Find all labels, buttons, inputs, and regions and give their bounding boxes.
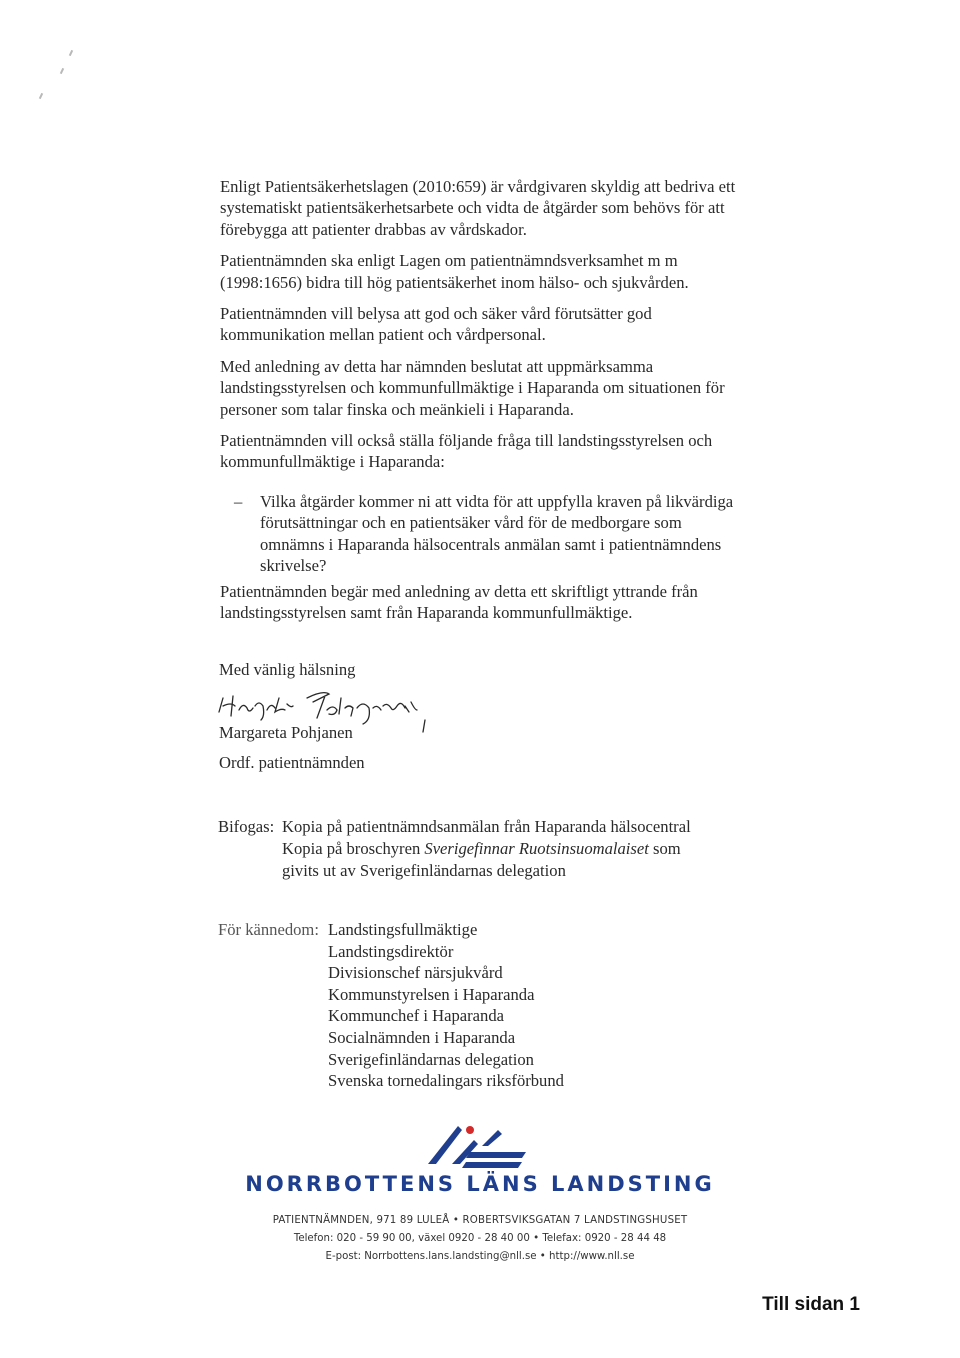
recipient: Landstingsfullmäktige [328, 920, 478, 939]
greeting: Med vänlig hälsning [219, 660, 356, 679]
attachment-suffix: som [648, 839, 681, 858]
attachment-item: Kopia på patientnämndsanmälan från Haparanda hälsocentral [282, 817, 691, 836]
question-bullet [220, 491, 740, 577]
attachments-label: Bifogas: [218, 817, 275, 836]
scan-speck [39, 93, 43, 99]
attachment-prefix: Kopia på broschyren [282, 839, 425, 858]
signatory-role: Ordf. patientnämnden [219, 753, 365, 772]
recipient: Kommunchef i Haparanda [328, 1006, 505, 1026]
attachment-item [218, 838, 691, 860]
landsting-logo-icon [422, 1122, 532, 1168]
paragraph: Patientnämnden vill också ställa följande fråga till landstingsstyrelsen och kommunfullmäktige i Haparanda: [220, 431, 713, 472]
recipient: Svenska tornedalingars riksförbund [328, 1071, 564, 1091]
recipient: Socialnämnden i Haparanda [328, 1027, 516, 1047]
bullet-text: Vilka åtgärder kommer ni att vidta för att uppfylla kraven på likvärdiga förutsättningar och en patientsäker vård för de medborgare som omnämns i Haparanda hälsocentrals anmälan samt i patientnämndens skrivelse? [260, 491, 734, 576]
brochure-title: Sverigefinnar Ruotsinsuomalaiset [424, 839, 649, 858]
recipient: Sverigefinländarnas delegation [328, 1049, 534, 1069]
footer-web: E-post: Norrbottens.lans.landsting@nll.se • http://www.nll.se [325, 1251, 635, 1262]
attachments [218, 816, 691, 882]
organization-name: NORRBOTTENS LÄNS LANDSTING [245, 1172, 715, 1196]
attachment-item: givits ut av Sverigefinländarnas delegation [282, 861, 566, 880]
bullet-dash: – [234, 491, 243, 511]
recipient: Kommunstyrelsen i Haparanda [328, 984, 535, 1004]
signatory-name: Margareta Pohjanen [219, 723, 353, 742]
paragraph: Enligt Patientsäkerhetslagen (2010:659) är vårdgivaren skyldig att bedriva ett systematiskt patientsäkerhetsarbete och vidta de åtgärder som behövs för att förebygga att patienter drabbas av vårdskador. [220, 177, 736, 239]
copy-to-label: För kännedom: [218, 920, 319, 939]
page-reference: Till sidan 1 [762, 1294, 860, 1315]
footer-phone: Telefon: 020 - 59 90 00, växel 0920 - 28 40 00 • Telefax: 0920 - 28 44 48 [293, 1233, 667, 1244]
paragraph: Patientnämnden vill belysa att god och säker vård förutsätter god kommunikation mellan patient och vårdpersonal. [220, 304, 652, 345]
scan-speck [69, 50, 73, 56]
scan-speck [60, 68, 64, 74]
paragraph: Med anledning av detta har nämnden beslutat att uppmärksamma landstingsstyrelsen och kommunfullmäktige i Haparanda om situationen för personer som talar finska och meänkieli i Haparanda. [220, 356, 725, 419]
final-paragraph: Patientnämnden begär med anledning av detta ett skriftligt yttrande från landstingsstyrelsen samt från Haparanda kommunfullmäktige. [220, 581, 698, 622]
paragraph: Patientnämnden ska enligt Lagen om patientnämndsverksamhet m m (1998:1656) bidra till hög patientsäkerhet inom hälso- och sjukvården. [220, 251, 689, 292]
copy-to [218, 919, 564, 1092]
letter-body [220, 176, 740, 633]
recipient: Landstingsdirektör [328, 941, 454, 961]
footer-address: PATIENTNÄMNDEN, 971 89 LULEÅ • ROBERTSVIKSGATAN 7 LANDSTINGSHUSET [272, 1215, 688, 1226]
recipient: Divisionschef närsjukvård [328, 963, 503, 983]
letterhead-footer [0, 1212, 960, 1266]
